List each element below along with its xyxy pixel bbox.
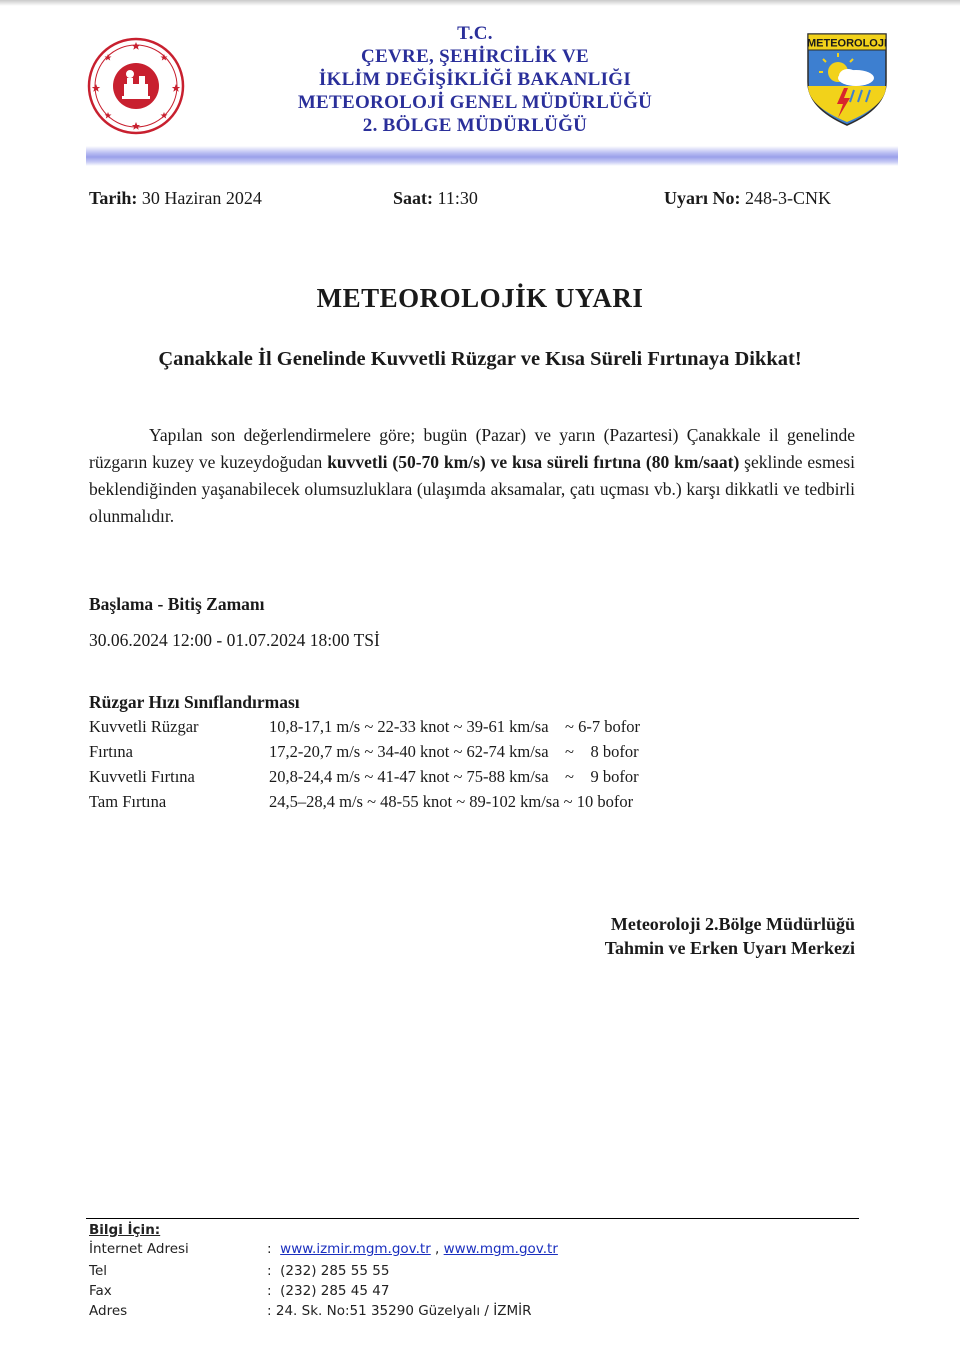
time-field [393, 188, 478, 209]
header-line-ministry-2: İKLİM DEĞİŞİKLİĞİ BAKANLIĞI [318, 69, 632, 90]
link-separator: , [435, 1241, 440, 1257]
wind-category: Kuvvetli Rüzgar [89, 717, 199, 736]
header-line-directorate: METEOROLOJİ GENEL MÜDÜRLÜĞÜ [297, 92, 653, 113]
footer-heading: Bilgi İçin: [89, 1222, 161, 1238]
warning-body-paragraph [89, 422, 855, 530]
address-label: Adres [89, 1303, 128, 1319]
body-text-part2: şeklinde esmesi beklendiğinden yaşanabilecek olumsuzluklara (ulaşımda aksamalar, çatı uçması vb.) karşı dikkatli ve tedbirli olunmalıdır. [89, 452, 855, 526]
date-field [89, 188, 262, 209]
warning-number-field [664, 188, 831, 209]
warning-number-value: 248-3-CNK [744, 188, 831, 208]
address-value-wrap [267, 1303, 532, 1319]
logo-text: METEOROLOJI [806, 37, 888, 50]
page-top-shadow [0, 0, 960, 6]
wind-value: 17,2-20,7 m/s ~ 34-40 knot ~ 62-74 km/sa ~ 8 bofor [269, 742, 639, 761]
tel-value: (232) 285 55 55 [280, 1263, 390, 1279]
tel-label: Tel [89, 1263, 108, 1279]
document-title: METEOROLOJİK UYARI [316, 283, 644, 313]
colon: : [267, 1263, 272, 1279]
header-line-region: 2. BÖLGE MÜDÜRLÜĞÜ [362, 115, 588, 136]
fax-value-wrap [267, 1283, 389, 1299]
footer-divider [86, 1218, 859, 1219]
header-line-ministry-1: ÇEVRE, ŞEHİRCİLİK VE [361, 46, 589, 67]
address-value: 24. Sk. No:51 35290 Güzelyalı / İZMİR [275, 1303, 532, 1319]
link-mgm[interactable]: www.mgm.gov.tr [443, 1241, 558, 1257]
internet-label: İnternet Adresi [89, 1241, 189, 1257]
header-divider-band [86, 146, 898, 166]
document-subtitle: Çanakkale İl Genelinde Kuvvetli Rüzgar ve Kısa Süreli Fırtınaya Dikkat! [158, 348, 802, 370]
wind-classification-heading: Rüzgar Hızı Sınıflandırması [89, 692, 300, 712]
colon: : [267, 1241, 272, 1257]
wind-category: Tam Fırtına [89, 792, 167, 811]
date-label: Tarih: [89, 188, 138, 208]
signature-line-center: Tahmin ve Erken Uyarı Merkezi [604, 938, 855, 958]
time-value: 11:30 [437, 188, 478, 208]
signature-line-directorate: Meteoroloji 2.Bölge Müdürlüğü [610, 914, 855, 934]
tel-value-wrap [267, 1263, 389, 1279]
signature-block [605, 912, 855, 960]
wind-value: 10,8-17,1 m/s ~ 22-33 knot ~ 39-61 km/sa ~ 6-7 bofor [269, 717, 640, 736]
wind-value: 24,5–28,4 m/s ~ 48-55 knot ~ 89-102 km/sa ~ 10 bofor [269, 792, 634, 811]
internet-value [267, 1241, 558, 1257]
body-text-bold: kuvvetli (50-70 km/s) ve kısa süreli fırtına (80 km/saat) [327, 452, 740, 472]
timing-value: 30.06.2024 12:00 - 01.07.2024 18:00 TSİ [89, 630, 380, 650]
link-izmir-mgm[interactable]: www.izmir.mgm.gov.tr [280, 1241, 431, 1257]
body-text-part1: Yapılan son değerlendirmelere göre; bugün (Pazar) ve yarın (Pazartesi) Çanakkale il genelinde rüzgarın kuzey ve kuzeydoğudan [89, 425, 855, 472]
fax-value: (232) 285 45 47 [280, 1283, 390, 1299]
colon: : [267, 1303, 272, 1319]
meteoroloji-shield-logo [804, 30, 890, 128]
time-label: Saat: [393, 188, 433, 208]
wind-category: Fırtına [89, 742, 133, 761]
ministry-seal-logo [86, 36, 186, 136]
warning-number-label: Uyarı No: [664, 188, 741, 208]
fax-label: Fax [89, 1283, 112, 1299]
timing-heading: Başlama - Bitiş Zamanı [89, 594, 265, 614]
wind-category: Kuvvetli Fırtına [89, 767, 195, 786]
header-line-tc: T.C. [457, 23, 493, 44]
wind-value: 20,8-24,4 m/s ~ 41-47 knot ~ 75-88 km/sa ~ 9 bofor [269, 767, 639, 786]
colon: : [267, 1283, 272, 1299]
ministry-header [250, 22, 700, 137]
date-value: 30 Haziran 2024 [141, 188, 262, 208]
